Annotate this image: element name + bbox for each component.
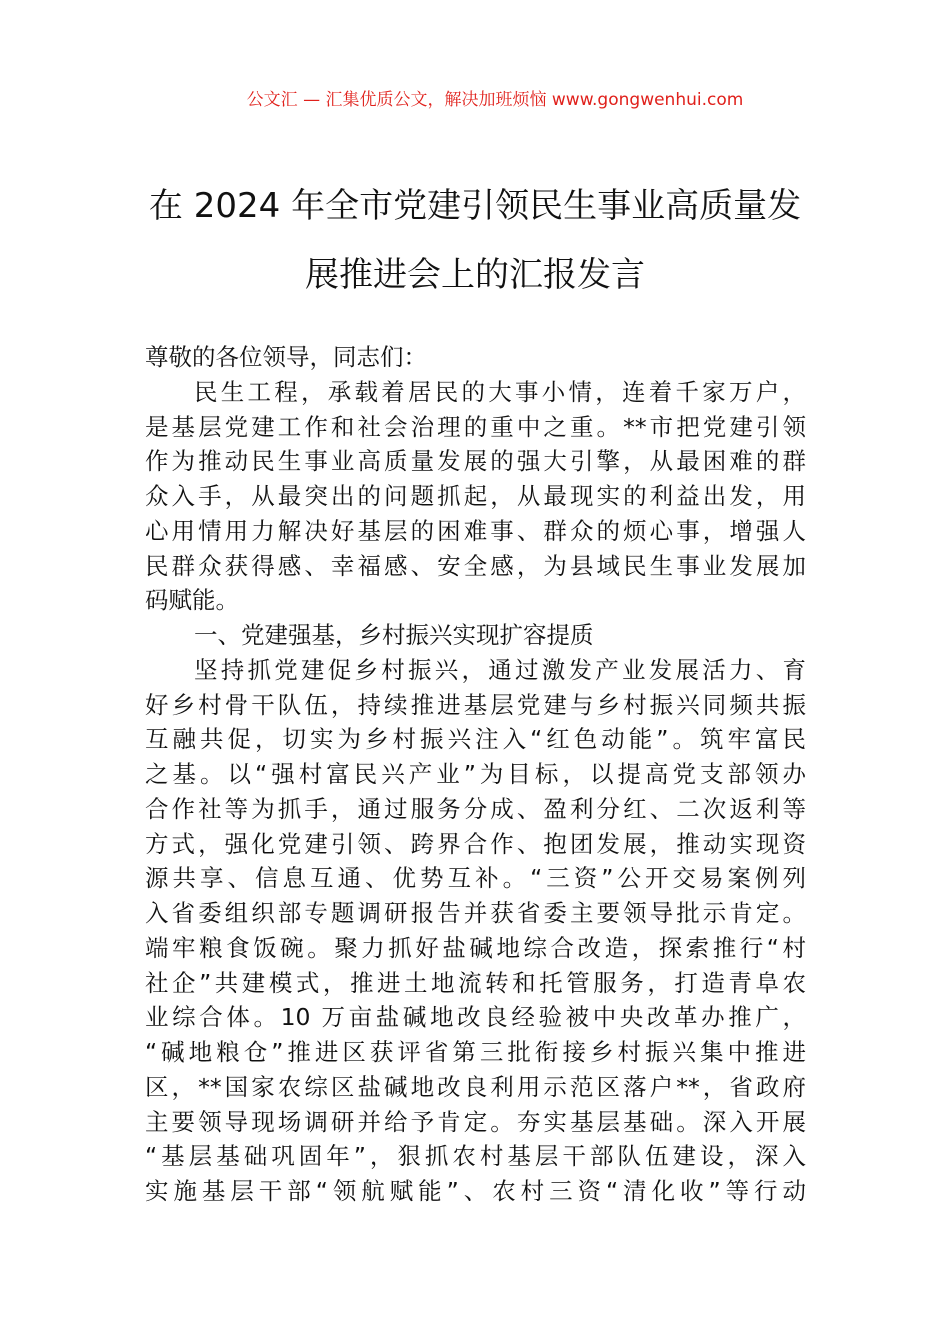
text-line: 之基。以“强村富民兴产业”为目标，以提高党支部领办 xyxy=(145,760,806,788)
document-title-line-1: 在 2024 年全市党建引领民生事业高质量发 xyxy=(148,186,802,226)
text-line: 坚持抓党建促乡村振兴，通过激发产业发展活力、育 xyxy=(194,655,806,684)
document-body xyxy=(145,340,806,1209)
text-line: 实施基层干部“领航赋能”、农村三资“清化收”等行动 xyxy=(145,1177,806,1205)
text-line: 尊敬的各位领导，同志们： xyxy=(145,343,427,371)
text-line: “基层基础巩固年”，狠抓农村基层干部队伍建设，深入 xyxy=(145,1142,806,1171)
text-line: 业综合体。10 万亩盐碱地改良经验被中央改革办推广， xyxy=(145,1003,806,1032)
text-line: 作为推动民生事业高质量发展的强大引擎，从最困难的群 xyxy=(145,447,806,476)
text-line: 互融共促，切实为乡村振兴注入“红色动能”。筑牢富民 xyxy=(145,725,806,754)
text-line: 民群众获得感、幸福感、安全感，为县域民生事业发展加 xyxy=(145,551,806,580)
text-line: 众入手，从最突出的问题抓起，从最现实的利益出发，用 xyxy=(145,482,806,510)
text-line: 源共享、信息互通、优势互补。“三资”公开交易案例列 xyxy=(145,864,806,893)
text-line: 民生工程，承载着居民的大事小情，连着千家万户， xyxy=(194,377,806,406)
document-title-line-2: 展推进会上的汇报发言 xyxy=(305,255,645,295)
text-line: 主要领导现场调研并给予肯定。夯实基层基础。深入开展 xyxy=(145,1107,806,1136)
watermark-header: 公文汇 — 汇集优质公文，解决加班烦恼 www.gongwenhui.com xyxy=(246,90,744,110)
text-line: 区，**国家农综区盐碱地改良利用示范区落户**，省政府 xyxy=(145,1072,806,1101)
text-line: “碱地粮仓”推进区获评省第三批衔接乡村振兴集中推进 xyxy=(145,1038,806,1066)
text-line: 心用情用力解决好基层的困难事、群众的烦心事，增强人 xyxy=(145,516,806,545)
text-line: 是基层党建工作和社会治理的重中之重。**市把党建引领 xyxy=(145,412,806,441)
text-line: 合作社等为抓手，通过服务分成、盈利分红、二次返利等 xyxy=(145,794,806,823)
text-line: 社企”共建模式，推进土地流转和托管服务，打造青阜农 xyxy=(145,968,806,997)
text-line: 好乡村骨干队伍，持续推进基层党建与乡村振兴同频共振 xyxy=(145,690,806,719)
section-heading: 一、党建强基，乡村振兴实现扩容提质 xyxy=(194,621,594,649)
text-line: 码赋能。 xyxy=(145,586,239,615)
text-line: 端牢粮食饭碗。聚力抓好盐碱地综合改造，探索推行“村 xyxy=(145,933,806,962)
text-line: 入省委组织部专题调研报告并获省委主要领导批示肯定。 xyxy=(145,899,806,927)
text-line: 方式，强化党建引领、跨界合作、抱团发展，推动实现资 xyxy=(145,829,806,858)
